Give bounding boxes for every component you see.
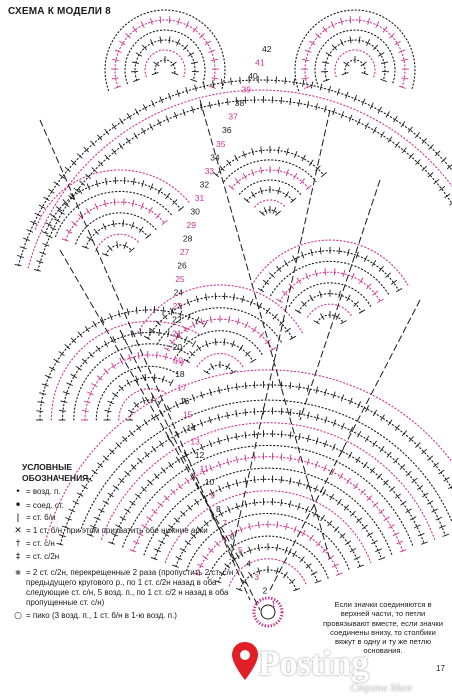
row-number: 21: [172, 328, 182, 339]
row-number: 13: [190, 436, 200, 447]
legend: [10, 462, 240, 624]
row-number: 34: [210, 152, 220, 163]
row-number: 6: [230, 531, 235, 542]
row-number: 40: [248, 71, 258, 82]
row-number: 5: [238, 544, 243, 555]
row-number: 24: [173, 287, 184, 298]
legend-title: УСЛОВНЫЕ ОБОЗНАЧЕНИЯ: [22, 462, 89, 483]
row-number: 38: [234, 98, 245, 109]
joining-note: Если значки соединяются в верхней части, то петли провязывают вместе, если значки соединены внизу, то столбики вяжут в одну и ту же петлю основания.: [323, 600, 443, 656]
row-number: 12: [194, 450, 205, 461]
right-fan: [252, 240, 408, 324]
slip-stitch-icon: •: [14, 497, 22, 512]
row-number: 2: [262, 585, 268, 596]
row-number: 16: [179, 396, 190, 406]
row-number: 9: [210, 490, 215, 501]
row-number: 23: [172, 301, 183, 312]
row-number: 42: [262, 44, 272, 54]
row-number: 19: [173, 355, 184, 366]
row-number: 14: [186, 423, 196, 433]
row-number: 10: [204, 477, 215, 488]
legend-item: • = соед. ст.: [10, 501, 240, 511]
row-number: 41: [255, 57, 265, 68]
row-number: 30: [190, 206, 200, 217]
watermark-pin-icon: [232, 642, 258, 682]
row-number: 18: [175, 368, 185, 379]
legend-item: ǀ = ст. б/н: [10, 513, 240, 524]
base-ring: [254, 598, 282, 626]
crossed-stitch-line: [270, 300, 420, 590]
crossed-treble-icon: ⨳: [15, 567, 21, 578]
row-number: 7: [222, 517, 228, 528]
left-fan-upper: [35, 170, 189, 256]
row-number: 3: [254, 571, 260, 582]
row-number: 15: [182, 409, 193, 420]
row-number: 26: [177, 260, 187, 271]
legend-item: ‡ = ст. с/2н: [10, 552, 240, 563]
page-number: 17: [436, 664, 445, 673]
page-title: СХЕМА К МОДЕЛИ 8: [8, 6, 111, 17]
treble-crochet-icon: ‡: [15, 552, 21, 563]
row-number: 4: [246, 558, 251, 569]
legend-item: ⨳ = 2 ст. с/2н, перекрещенные 2 раза (пропустить 2 ст. с/н предыдущего кругового р., по 1 ст. с/2н назад в оба следующие ст. с/н, 5 возд. п., по 1 ст. с/2 н назад в оба пропущенные ст. с/н): [10, 568, 240, 608]
row-number: 39: [241, 84, 251, 95]
row-number: 22: [172, 314, 182, 325]
single-crochet-icon: ǀ: [16, 512, 20, 523]
row-number: 8: [216, 504, 221, 515]
row-number: 32: [199, 179, 210, 190]
watermark-text: Posting: [258, 643, 369, 683]
legend-item: • = возд. п.: [10, 487, 240, 498]
outer-border: [15, 76, 452, 271]
row-number: 33: [204, 165, 215, 176]
row-number: 27: [179, 247, 190, 257]
center-fan: [138, 285, 303, 374]
legend-item: ○ = пико (3 возд. п., 1 ст. б/н в 1-ю возд. п.): [10, 611, 240, 622]
row-number: 35: [216, 138, 226, 149]
watermark-subtext: Страна Мам: [350, 682, 412, 694]
top-center-fan: [213, 146, 326, 216]
double-crochet-icon: †: [15, 539, 21, 549]
top-right-crown: [295, 10, 415, 90]
joined-single-crochet-icon: ✕: [14, 525, 22, 536]
watermark: [232, 640, 452, 700]
legend-item: † = ст. с/н: [10, 539, 240, 550]
legend-item: ✕ = 1 ст. б/н, при этом прихватить обе нижние арки: [10, 526, 240, 537]
row-number: 37: [228, 111, 238, 122]
row-number: 36: [222, 125, 232, 136]
crossed-stitch-line: [300, 180, 380, 420]
row-number: 28: [182, 233, 193, 244]
row-number: 17: [177, 382, 187, 393]
row-number: 20: [172, 341, 183, 352]
top-left-crown: [105, 10, 225, 90]
picot-icon: ○: [14, 610, 22, 621]
row-number: 11: [199, 463, 209, 474]
row-number: 31: [194, 192, 205, 203]
row-number: 29: [186, 220, 196, 230]
row-number: 1: [271, 599, 276, 609]
chain-stitch-icon: •: [15, 487, 21, 498]
row-number: 25: [175, 274, 185, 285]
